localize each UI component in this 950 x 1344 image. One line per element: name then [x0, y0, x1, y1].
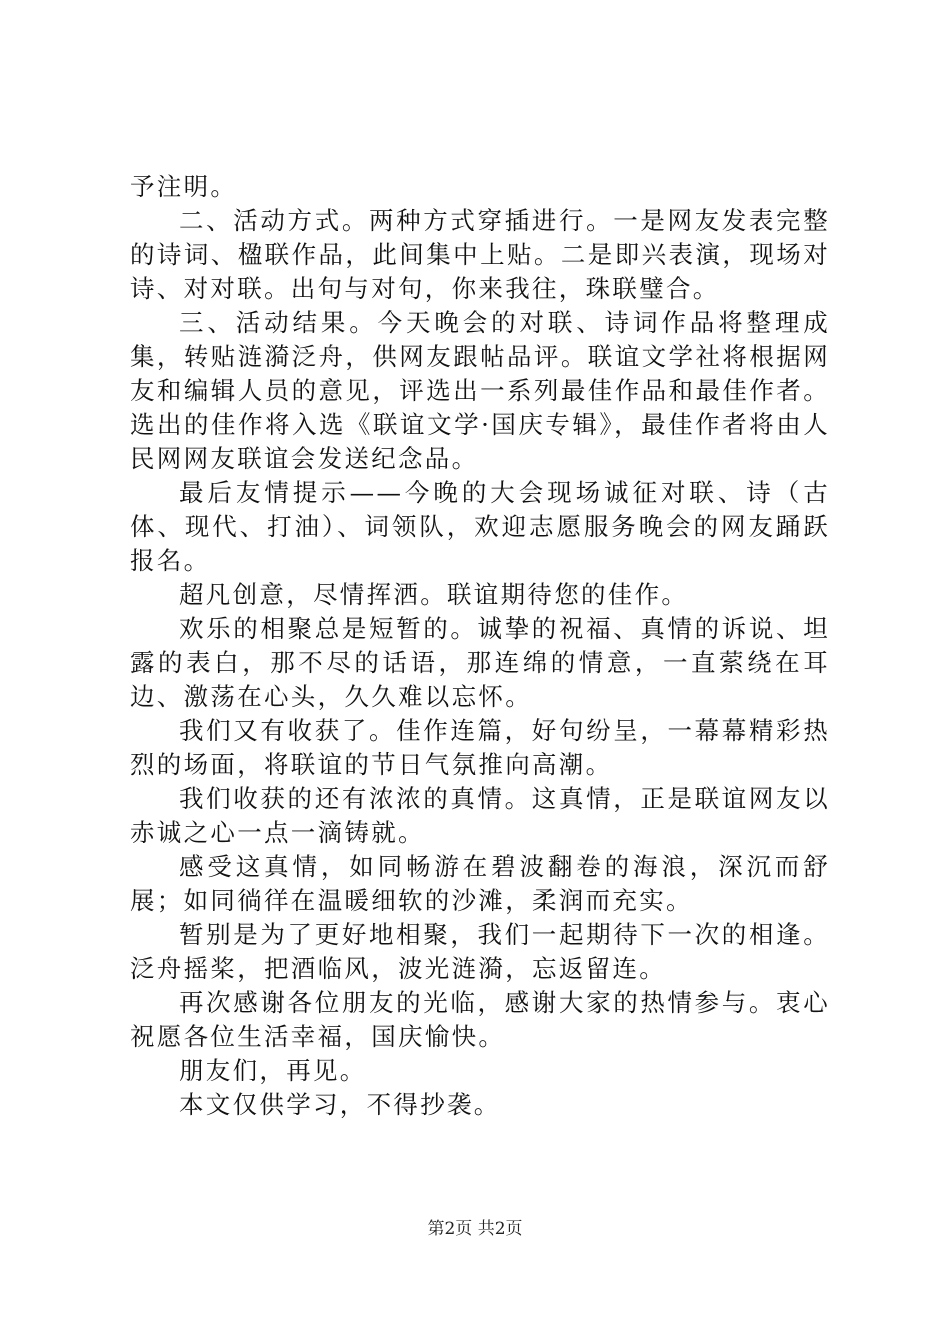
page-number-footer: 第2页 共2页 [427, 1219, 523, 1239]
paragraph-continuation: 予注明。 [130, 172, 238, 201]
paragraph-creativity: 超凡创意，尽情挥洒。联谊期待您的佳作。 [179, 580, 689, 609]
paragraph-activity-result: 三、活动结果。今天晚会的对联、诗词作品将整理成集，转贴涟漪泛舟，供网友跟帖品评。联谊文学社将根据网友和编辑人员的意见，评选出一系列最佳作品和最佳作者。选出的佳作将入选《联谊文学·国庆专辑》，最佳作者将由人民网网友联谊会发送纪念品。 [130, 308, 830, 473]
paragraph-goodbye: 朋友们，再见。 [179, 1056, 367, 1085]
paragraph-friendly-reminder: 最后友情提示——今晚的大会现场诚征对联、诗（古体、现代、打油）、词领队，欢迎志愿服务晚会的网友踊跃报名。 [130, 478, 830, 575]
paragraph-thanks: 再次感谢各位朋友的光临，感谢大家的热情参与。衷心祝愿各位生活幸福，国庆愉快。 [130, 988, 830, 1051]
document-body [130, 170, 830, 1122]
paragraph-activity-method: 二、活动方式。两种方式穿插进行。一是网友发表完整的诗词、楹联作品，此间集中上贴。二是即兴表演，现场对诗、对对联。出句与对句，你来我往，珠联璧合。 [130, 206, 830, 303]
paragraph-true-feelings: 我们收获的还有浓浓的真情。这真情，正是联谊网友以赤诚之心一点一滴铸就。 [130, 784, 830, 847]
paragraph-gathering: 欢乐的相聚总是短暂的。诚挚的祝福、真情的诉说、坦露的表白，那不尽的话语，那连绵的情意，一直萦绕在耳边、激荡在心头，久久难以忘怀。 [130, 614, 830, 711]
paragraph-feel-sincerity: 感受这真情，如同畅游在碧波翻卷的海浪，深沉而舒展；如同徜徉在温暖细软的沙滩，柔润而充实。 [130, 852, 830, 915]
paragraph-farewell: 暂别是为了更好地相聚，我们一起期待下一次的相逢。泛舟摇桨，把酒临风，波光涟漪，忘返留连。 [130, 920, 830, 983]
paragraph-disclaimer: 本文仅供学习，不得抄袭。 [179, 1090, 501, 1119]
paragraph-harvest: 我们又有收获了。佳作连篇，好句纷呈，一幕幕精彩热烈的场面，将联谊的节日气氛推向高潮。 [130, 716, 830, 779]
